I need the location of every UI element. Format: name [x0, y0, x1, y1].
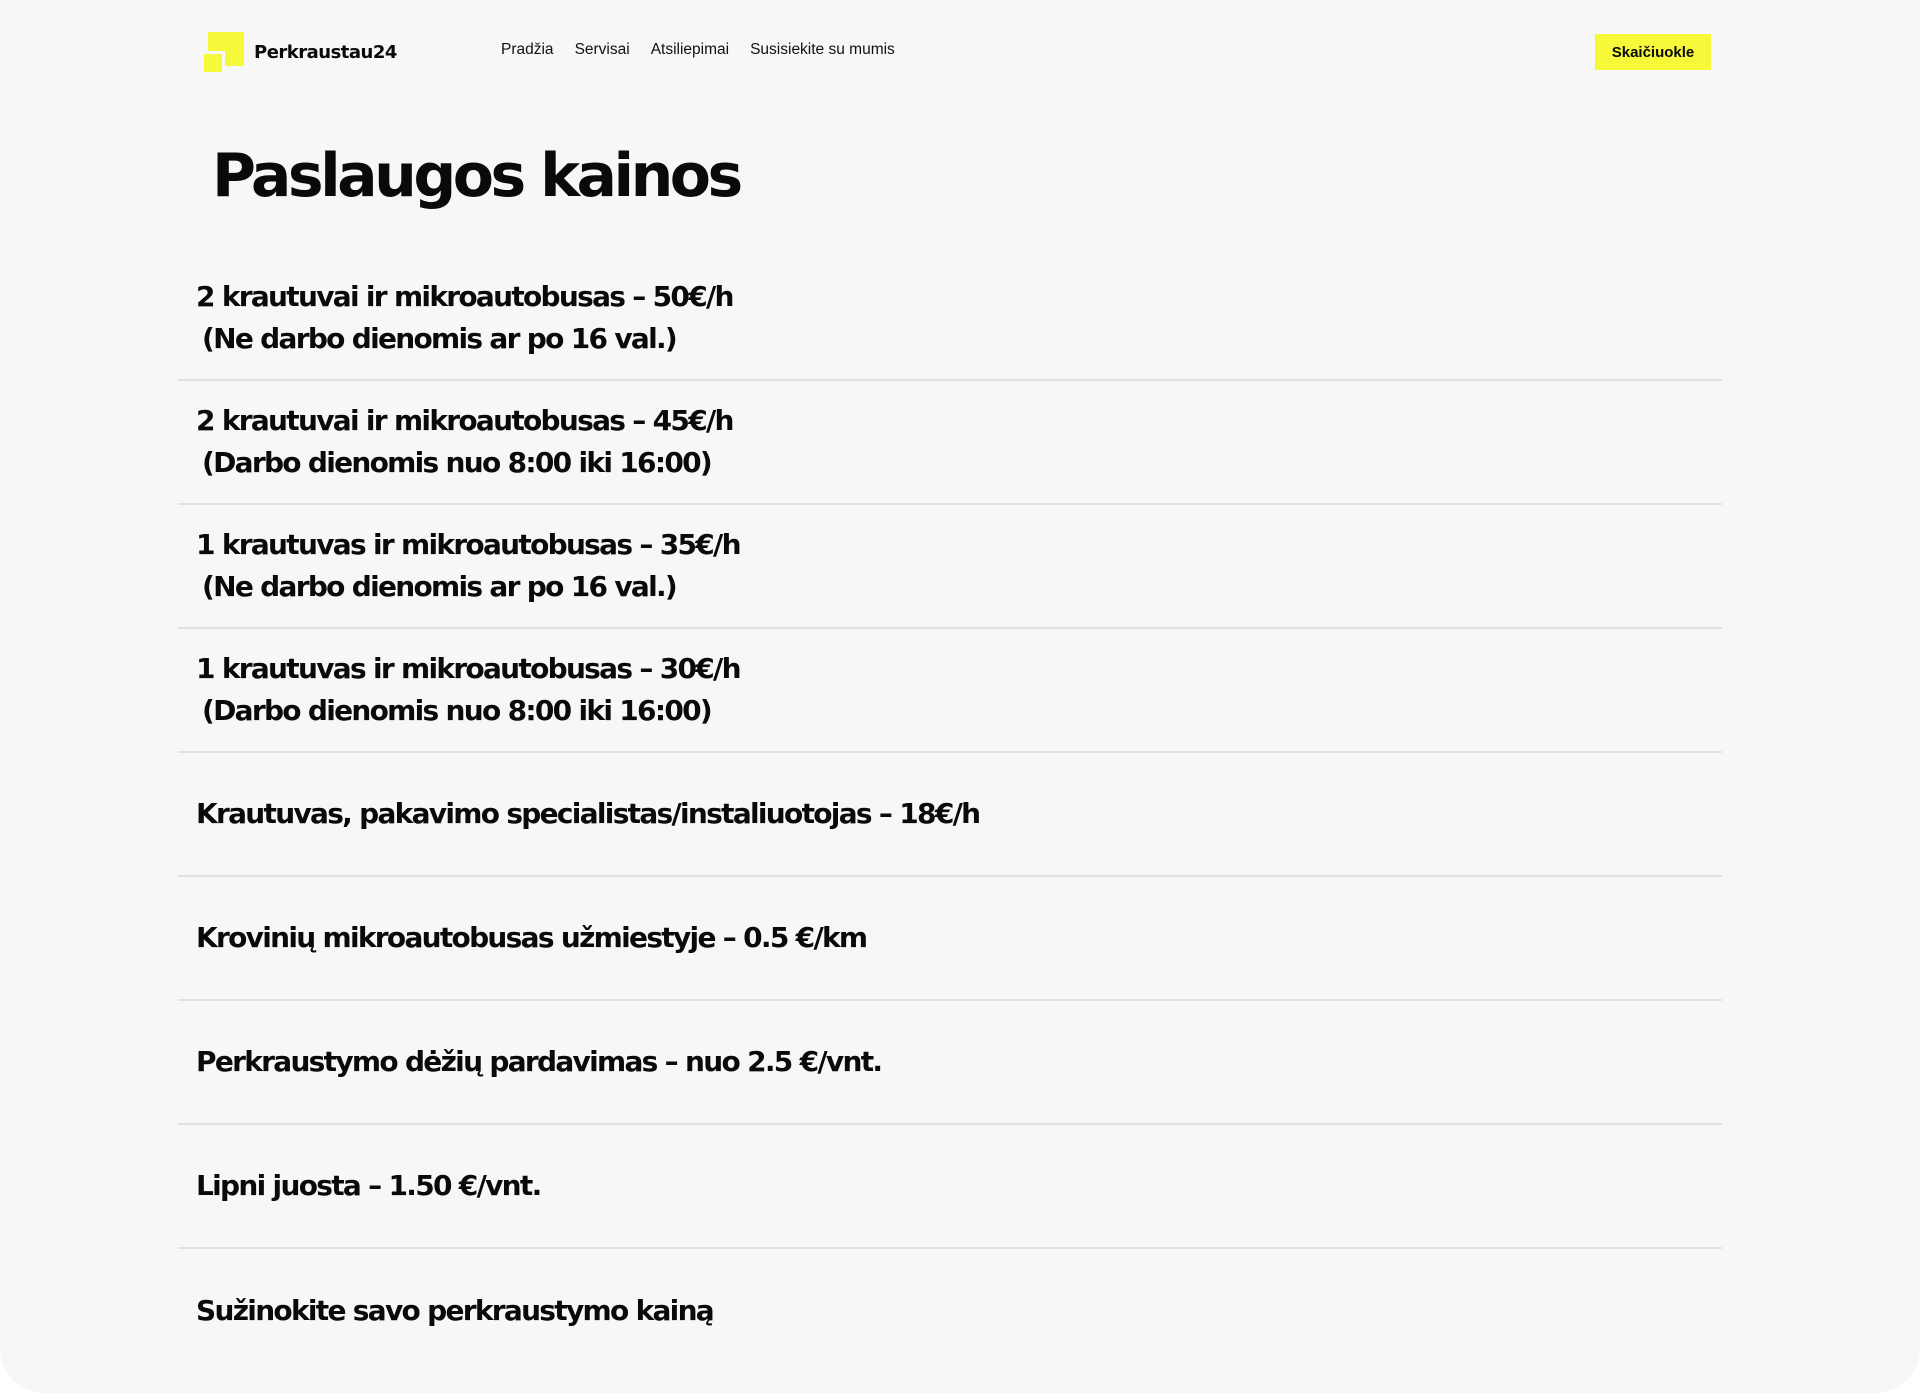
price-item-label: 2 krautuvai ir mikroautobusas – 45€/h: [196, 404, 733, 437]
price-item: [178, 505, 1722, 629]
price-list: [178, 257, 1722, 1373]
page-title: Paslaugos kainos: [212, 141, 740, 211]
price-item-label: Lipni juosta – 1.50 €/vnt.: [196, 1169, 541, 1202]
price-item: [178, 1001, 1722, 1125]
price-item-label: 1 krautuvas ir mikroautobusas – 30€/h: [196, 652, 740, 685]
calculator-button[interactable]: Skaičiuokle: [1595, 34, 1711, 70]
price-item-label: 1 krautuvas ir mikroautobusas – 35€/h: [196, 528, 740, 561]
price-item: [178, 1125, 1722, 1249]
price-item-label: 2 krautuvai ir mikroautobusas – 50€/h: [196, 280, 733, 313]
price-item-note: (Ne darbo dienomis ar po 16 val.): [202, 570, 676, 603]
price-item-label: Perkraustymo dėžių pardavimas – nuo 2.5 €/vnt.: [196, 1045, 882, 1078]
main-nav: [501, 41, 895, 59]
price-item-note: (Darbo dienomis nuo 8:00 iki 16:00): [202, 694, 711, 727]
nav-link-reviews[interactable]: Atsiliepimai: [650, 41, 730, 58]
price-item: [178, 753, 1722, 877]
logo-link[interactable]: [204, 32, 397, 72]
price-item: [178, 257, 1722, 381]
price-item-note: (Darbo dienomis nuo 8:00 iki 16:00): [202, 446, 711, 479]
nav-link-contact[interactable]: Susisiekite su mumis: [750, 41, 895, 58]
price-item: [178, 381, 1722, 505]
price-item-note: (Ne darbo dienomis ar po 16 val.): [202, 322, 676, 355]
price-item-label: Krovinių mikroautobusas užmiestyje – 0.5 €/km: [196, 921, 867, 954]
logo-icon: [204, 32, 244, 72]
calculate-price-link[interactable]: Sužinokite savo perkraustymo kainą: [196, 1294, 714, 1327]
price-item-label: Krautuvas, pakavimo specialistas/instaliuotojas – 18€/h: [196, 797, 980, 830]
nav-link-home[interactable]: Pradžia: [501, 41, 554, 58]
site-header: [0, 0, 1920, 104]
logo-text: Perkraustau24: [254, 41, 397, 63]
calculate-price-row: [178, 1249, 1722, 1373]
nav-link-services[interactable]: Servisai: [574, 41, 630, 58]
price-item: [178, 877, 1722, 1001]
price-item: [178, 629, 1722, 753]
